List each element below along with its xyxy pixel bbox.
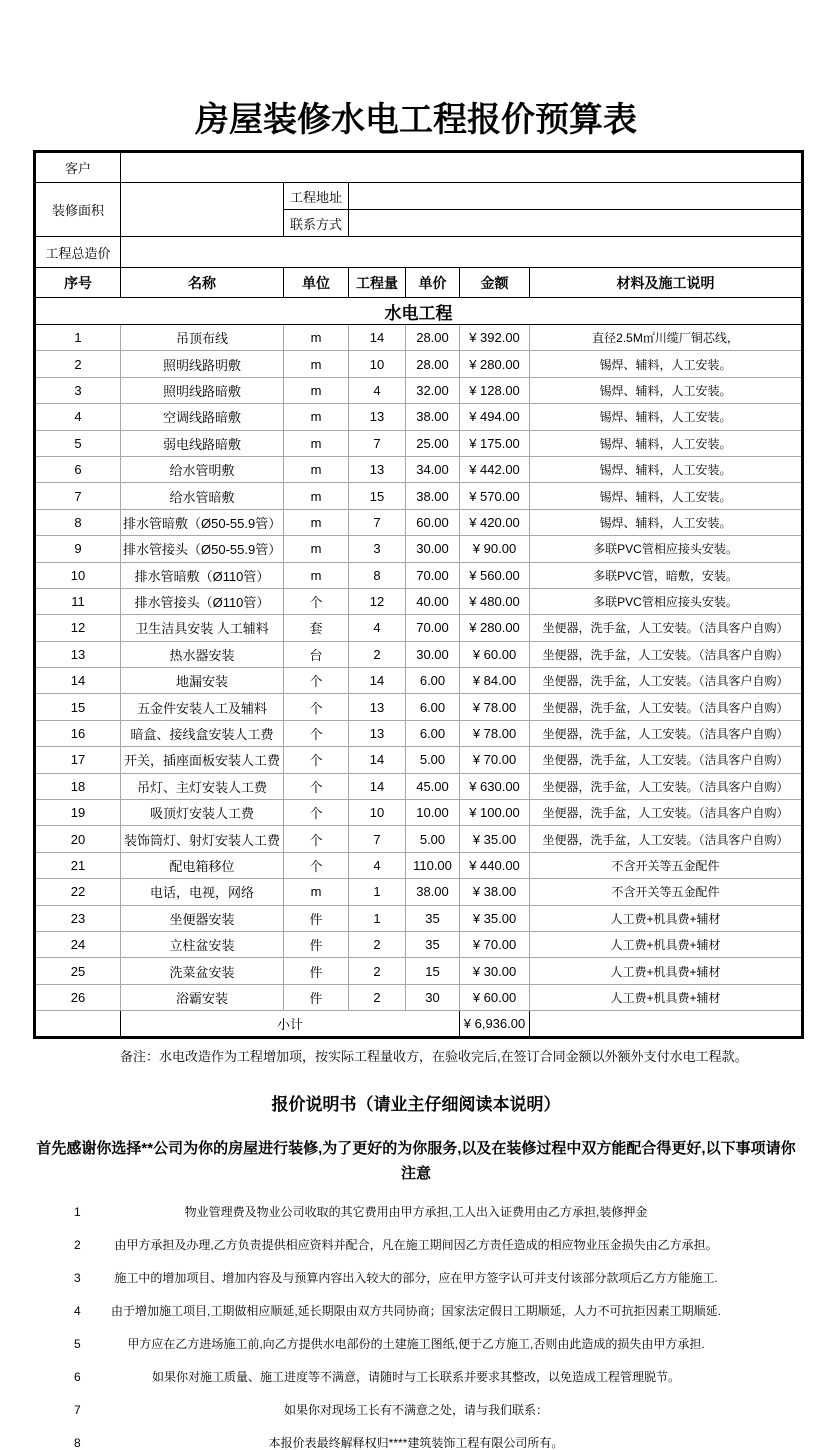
unit-price-cell: 25.00 <box>406 430 460 456</box>
amount-cell: ¥ 420.00 <box>460 509 530 535</box>
desc-cell: 不含开关等五金配件 <box>530 879 803 905</box>
amount-cell: ¥ 128.00 <box>460 377 530 403</box>
subtotal-row <box>35 1011 803 1038</box>
unit-cell: 套 <box>284 615 349 641</box>
unit-cell: 件 <box>284 931 349 957</box>
unit-price-cell: 70.00 <box>406 562 460 588</box>
table-row <box>35 694 803 720</box>
name-cell: 排水管接头（Ø50-55.9管） <box>121 536 284 562</box>
seq-cell: 7 <box>35 483 121 509</box>
name-cell: 排水管暗敷（Ø110管） <box>121 562 284 588</box>
name-cell: 浴霸安装 <box>121 984 284 1010</box>
column-header-row <box>35 268 803 298</box>
statement-item-text: 由甲方承担及办理,乙方负责提供相应资料并配合，凡在施工期间因乙方责任造成的相应物业压金损失由乙方承担。 <box>114 1238 718 1253</box>
name-cell: 照明线路明敷 <box>121 351 284 377</box>
seq-cell: 8 <box>35 509 121 535</box>
seq-cell: 23 <box>35 905 121 931</box>
subtotal-empty-desc-cell <box>530 1011 803 1038</box>
unit-price-cell: 5.00 <box>406 747 460 773</box>
desc-cell: 坐便器，洗手盆，人工安装。（洁具客户自购） <box>530 826 803 852</box>
unit-cell: m <box>284 325 349 351</box>
seq-cell: 13 <box>35 641 121 667</box>
unit-cell: 个 <box>284 694 349 720</box>
unit-cell: 件 <box>284 958 349 984</box>
col-header-amount: 金额 <box>460 268 530 298</box>
seq-cell: 18 <box>35 773 121 799</box>
desc-cell: 坐便器，洗手盆，人工安装。（洁具客户自购） <box>530 720 803 746</box>
desc-cell: 不含开关等五金配件 <box>530 852 803 878</box>
table-row <box>35 800 803 826</box>
desc-cell: 人工费+机具费+辅材 <box>530 984 803 1010</box>
table-row <box>35 905 803 931</box>
amount-cell: ¥ 60.00 <box>460 641 530 667</box>
unit-cell: m <box>284 509 349 535</box>
statement-item <box>0 1338 832 1351</box>
unit-price-cell: 35 <box>406 931 460 957</box>
name-cell: 洗菜盆安装 <box>121 958 284 984</box>
unit-price-cell: 30 <box>406 984 460 1010</box>
amount-cell: ¥ 280.00 <box>460 615 530 641</box>
name-cell: 开关，插座面板安装人工费 <box>121 747 284 773</box>
statement-item <box>0 1272 832 1285</box>
seq-cell: 19 <box>35 800 121 826</box>
statement-item-number: 2 <box>74 1238 81 1253</box>
seq-cell: 16 <box>35 720 121 746</box>
amount-cell: ¥ 392.00 <box>460 325 530 351</box>
amount-cell: ¥ 35.00 <box>460 826 530 852</box>
qty-cell: 7 <box>349 826 406 852</box>
total-price-label: 工程总造价 <box>35 237 121 268</box>
desc-cell: 多联PVC管相应接头安装。 <box>530 588 803 614</box>
amount-cell: ¥ 175.00 <box>460 430 530 456</box>
statement-item <box>0 1404 832 1417</box>
name-cell: 热水器安装 <box>121 641 284 667</box>
items-body <box>35 325 803 1011</box>
seq-cell: 4 <box>35 404 121 430</box>
table-row <box>35 456 803 482</box>
table-row <box>35 509 803 535</box>
desc-cell: 锡焊、辅料，人工安装。 <box>530 509 803 535</box>
table-row <box>35 852 803 878</box>
table-row <box>35 958 803 984</box>
unit-cell: 个 <box>284 720 349 746</box>
desc-cell: 人工费+机具费+辅材 <box>530 931 803 957</box>
qty-cell: 8 <box>349 562 406 588</box>
unit-cell: m <box>284 562 349 588</box>
qty-cell: 2 <box>349 641 406 667</box>
unit-price-cell: 5.00 <box>406 826 460 852</box>
seq-cell: 2 <box>35 351 121 377</box>
amount-cell: ¥ 70.00 <box>460 747 530 773</box>
desc-cell: 坐便器，洗手盆，人工安装。（洁具客户自购） <box>530 800 803 826</box>
seq-cell: 14 <box>35 668 121 694</box>
unit-price-cell: 40.00 <box>406 588 460 614</box>
statement-item-number: 4 <box>74 1304 81 1319</box>
unit-price-cell: 45.00 <box>406 773 460 799</box>
seq-cell: 10 <box>35 562 121 588</box>
statement-item-text: 由于增加施工项目,工期做相应顺延,延长期限由双方共同协商；国家法定假日工期顺延，人力不可抗拒因素工期顺延. <box>110 1304 721 1319</box>
qty-cell: 2 <box>349 984 406 1010</box>
qty-cell: 7 <box>349 430 406 456</box>
unit-cell: 个 <box>284 852 349 878</box>
unit-price-cell: 35 <box>406 905 460 931</box>
area-address-row <box>35 183 803 210</box>
quotation-table <box>33 150 804 1039</box>
table-row <box>35 430 803 456</box>
seq-cell: 11 <box>35 588 121 614</box>
amount-cell: ¥ 100.00 <box>460 800 530 826</box>
unit-cell: 台 <box>284 641 349 667</box>
amount-cell: ¥ 35.00 <box>460 905 530 931</box>
remark-note: 备注：水电改造作为工程增加项，按实际工程量收方，在验收完后,在签订合同金额以外额外支付水电工程款。 <box>120 1049 748 1065</box>
customer-row <box>35 152 803 183</box>
contact-label: 联系方式 <box>284 210 349 237</box>
table-row <box>35 404 803 430</box>
subtotal-empty-seq-cell <box>35 1011 121 1038</box>
qty-cell: 14 <box>349 325 406 351</box>
qty-cell: 10 <box>349 800 406 826</box>
qty-cell: 4 <box>349 615 406 641</box>
table-row <box>35 377 803 403</box>
amount-cell: ¥ 480.00 <box>460 588 530 614</box>
unit-cell: 个 <box>284 773 349 799</box>
unit-cell: m <box>284 483 349 509</box>
table-row <box>35 536 803 562</box>
unit-cell: m <box>284 879 349 905</box>
name-cell: 暗盒、接线盒安装人工费 <box>121 720 284 746</box>
amount-cell: ¥ 70.00 <box>460 931 530 957</box>
qty-cell: 2 <box>349 958 406 984</box>
unit-cell: 个 <box>284 800 349 826</box>
qty-cell: 4 <box>349 377 406 403</box>
table-row <box>35 720 803 746</box>
name-cell: 排水管接头（Ø110管） <box>121 588 284 614</box>
amount-cell: ¥ 90.00 <box>460 536 530 562</box>
desc-cell: 锡焊、辅料，人工安装。 <box>530 377 803 403</box>
qty-cell: 3 <box>349 536 406 562</box>
customer-label: 客户 <box>35 152 121 183</box>
amount-cell: ¥ 280.00 <box>460 351 530 377</box>
area-value-cell[interactable] <box>121 183 284 237</box>
statement-item <box>0 1239 832 1252</box>
unit-price-cell: 6.00 <box>406 694 460 720</box>
qty-cell: 13 <box>349 694 406 720</box>
customer-value-cell[interactable] <box>121 152 803 183</box>
unit-cell: 个 <box>284 826 349 852</box>
table-row <box>35 879 803 905</box>
statement-item-number: 5 <box>74 1337 81 1352</box>
seq-cell: 25 <box>35 958 121 984</box>
address-label: 工程地址 <box>284 183 349 210</box>
statement-item <box>0 1206 832 1219</box>
unit-price-cell: 30.00 <box>406 641 460 667</box>
unit-cell: m <box>284 430 349 456</box>
table-row <box>35 351 803 377</box>
table-row <box>35 325 803 351</box>
unit-cell: m <box>284 351 349 377</box>
amount-cell: ¥ 494.00 <box>460 404 530 430</box>
table-row <box>35 562 803 588</box>
unit-price-cell: 6.00 <box>406 720 460 746</box>
desc-cell: 多联PVC管相应接头安装。 <box>530 536 803 562</box>
statement-item-text: 如果你对施工质量、施工进度等不满意，请随时与工长联系并要求其整改，以免造成工程管理脱节。 <box>151 1370 680 1385</box>
unit-price-cell: 32.00 <box>406 377 460 403</box>
seq-cell: 9 <box>35 536 121 562</box>
unit-cell: 件 <box>284 905 349 931</box>
total-price-row <box>35 237 803 268</box>
statement-item <box>0 1305 832 1318</box>
name-cell: 电话，电视，网络 <box>121 879 284 905</box>
statement-item <box>0 1371 832 1384</box>
col-header-unit: 单位 <box>284 268 349 298</box>
unit-price-cell: 30.00 <box>406 536 460 562</box>
qty-cell: 15 <box>349 483 406 509</box>
unit-price-cell: 38.00 <box>406 483 460 509</box>
unit-cell: 个 <box>284 668 349 694</box>
table-row <box>35 668 803 694</box>
amount-cell: ¥ 38.00 <box>460 879 530 905</box>
unit-price-cell: 6.00 <box>406 668 460 694</box>
name-cell: 空调线路暗敷 <box>121 404 284 430</box>
desc-cell: 锡焊、辅料，人工安装。 <box>530 404 803 430</box>
name-cell: 五金件安装人工及辅料 <box>121 694 284 720</box>
desc-cell: 人工费+机具费+辅材 <box>530 905 803 931</box>
unit-price-cell: 38.00 <box>406 404 460 430</box>
statement-heading: 报价说明书（请业主仔细阅读本说明） <box>271 1095 561 1115</box>
name-cell: 卫生洁具安装 人工辅料 <box>121 615 284 641</box>
name-cell: 给水管明敷 <box>121 456 284 482</box>
seq-cell: 22 <box>35 879 121 905</box>
qty-cell: 14 <box>349 747 406 773</box>
unit-cell: m <box>284 404 349 430</box>
col-header-desc: 材料及施工说明 <box>530 268 803 298</box>
statement-item-number: 1 <box>74 1205 81 1220</box>
unit-price-cell: 28.00 <box>406 351 460 377</box>
unit-cell: m <box>284 536 349 562</box>
unit-price-cell: 70.00 <box>406 615 460 641</box>
unit-price-cell: 60.00 <box>406 509 460 535</box>
amount-cell: ¥ 78.00 <box>460 720 530 746</box>
statement-intro: 首先感谢你选择**公司为你的房屋进行装修,为了更好的为你服务,以及在装修过程中双方能配合得更好,以下事项请你注意 <box>36 1140 796 1183</box>
seq-cell: 17 <box>35 747 121 773</box>
seq-cell: 21 <box>35 852 121 878</box>
name-cell: 坐便器安装 <box>121 905 284 931</box>
col-header-qty: 工程量 <box>349 268 406 298</box>
qty-cell: 1 <box>349 905 406 931</box>
area-label: 装修面积 <box>35 183 121 237</box>
contact-value-cell[interactable] <box>349 210 803 237</box>
statement-item <box>0 1437 832 1450</box>
statement-items <box>0 1206 832 1450</box>
table-row <box>35 984 803 1010</box>
amount-cell: ¥ 60.00 <box>460 984 530 1010</box>
desc-cell: 坐便器，洗手盆，人工安装。（洁具客户自购） <box>530 615 803 641</box>
seq-cell: 15 <box>35 694 121 720</box>
desc-cell: 人工费+机具费+辅材 <box>530 958 803 984</box>
seq-cell: 12 <box>35 615 121 641</box>
qty-cell: 7 <box>349 509 406 535</box>
qty-cell: 10 <box>349 351 406 377</box>
unit-cell: m <box>284 377 349 403</box>
qty-cell: 4 <box>349 852 406 878</box>
unit-cell: m <box>284 456 349 482</box>
desc-cell: 坐便器，洗手盆，人工安装。（洁具客户自购） <box>530 747 803 773</box>
name-cell: 立柱盆安装 <box>121 931 284 957</box>
desc-cell: 直径2.5M㎡川缆厂铜芯线， <box>530 325 803 351</box>
name-cell: 弱电线路暗敷 <box>121 430 284 456</box>
statement-item-text: 如果你对现场工长有不满意之处，请与我们联系： <box>283 1403 548 1418</box>
table-row <box>35 588 803 614</box>
seq-cell: 20 <box>35 826 121 852</box>
name-cell: 吊顶布线 <box>121 325 284 351</box>
seq-cell: 24 <box>35 931 121 957</box>
unit-cell: 个 <box>284 747 349 773</box>
seq-cell: 1 <box>35 325 121 351</box>
name-cell: 照明线路暗敷 <box>121 377 284 403</box>
table-row <box>35 615 803 641</box>
seq-cell: 26 <box>35 984 121 1010</box>
total-price-value-cell[interactable] <box>121 237 803 268</box>
table-row <box>35 483 803 509</box>
col-header-seq: 序号 <box>35 268 121 298</box>
subtotal-amount: ¥ 6,936.00 <box>460 1011 530 1038</box>
amount-cell: ¥ 84.00 <box>460 668 530 694</box>
name-cell: 吊灯、主灯安装人工费 <box>121 773 284 799</box>
unit-price-cell: 110.00 <box>406 852 460 878</box>
qty-cell: 14 <box>349 773 406 799</box>
desc-cell: 坐便器，洗手盆，人工安装。（洁具客户自购） <box>530 641 803 667</box>
table-row <box>35 931 803 957</box>
statement-item-number: 7 <box>74 1403 81 1418</box>
qty-cell: 1 <box>349 879 406 905</box>
address-value-cell[interactable] <box>349 183 803 210</box>
desc-cell: 坐便器，洗手盆，人工安装。（洁具客户自购） <box>530 668 803 694</box>
qty-cell: 12 <box>349 588 406 614</box>
desc-cell: 锡焊、辅料，人工安装。 <box>530 351 803 377</box>
statement-item-text: 甲方应在乙方进场施工前,向乙方提供水电部份的土建施工图纸,便于乙方施工,否则由此造成的损失由甲方承担. <box>127 1337 705 1352</box>
name-cell: 给水管暗敷 <box>121 483 284 509</box>
amount-cell: ¥ 442.00 <box>460 456 530 482</box>
unit-price-cell: 34.00 <box>406 456 460 482</box>
unit-cell: 件 <box>284 984 349 1010</box>
name-cell: 吸顶灯安装人工费 <box>121 800 284 826</box>
amount-cell: ¥ 78.00 <box>460 694 530 720</box>
name-cell: 排水管暗敷（Ø50-55.9管） <box>121 509 284 535</box>
qty-cell: 14 <box>349 668 406 694</box>
desc-cell: 锡焊、辅料，人工安装。 <box>530 483 803 509</box>
table-row <box>35 641 803 667</box>
statement-item-text: 施工中的增加项目、增加内容及与预算内容出入较大的部分，应在甲方签字认可并支付该部分款项后乙方方能施工. <box>114 1271 718 1286</box>
statement-item-number: 8 <box>74 1436 81 1450</box>
unit-price-cell: 10.00 <box>406 800 460 826</box>
subtotal-label: 小计 <box>121 1011 460 1038</box>
desc-cell: 锡焊、辅料，人工安装。 <box>530 430 803 456</box>
qty-cell: 13 <box>349 404 406 430</box>
section-header-row <box>35 298 803 325</box>
page-title: 房屋装修水电工程报价预算表 <box>195 102 637 139</box>
amount-cell: ¥ 440.00 <box>460 852 530 878</box>
unit-price-cell: 15 <box>406 958 460 984</box>
section-title: 水电工程 <box>35 298 803 325</box>
seq-cell: 3 <box>35 377 121 403</box>
col-header-name: 名称 <box>121 268 284 298</box>
statement-item-text: 物业管理费及物业公司收取的其它费用由甲方承担,工人出入证费用由乙方承担,装修押金 <box>184 1205 648 1220</box>
table-row <box>35 773 803 799</box>
amount-cell: ¥ 570.00 <box>460 483 530 509</box>
seq-cell: 5 <box>35 430 121 456</box>
desc-cell: 锡焊、辅料，人工安装。 <box>530 456 803 482</box>
unit-price-cell: 28.00 <box>406 325 460 351</box>
statement-item-text: 本报价表最终解释权归****建筑装饰工程有限公司所有。 <box>268 1436 564 1450</box>
desc-cell: 多联PVC管，暗敷，安装。 <box>530 562 803 588</box>
desc-cell: 坐便器，洗手盆，人工安装。（洁具客户自购） <box>530 694 803 720</box>
name-cell: 配电箱移位 <box>121 852 284 878</box>
seq-cell: 6 <box>35 456 121 482</box>
table-row <box>35 826 803 852</box>
desc-cell: 坐便器，洗手盆，人工安装。（洁具客户自购） <box>530 773 803 799</box>
col-header-unit-price: 单价 <box>406 268 460 298</box>
amount-cell: ¥ 30.00 <box>460 958 530 984</box>
qty-cell: 13 <box>349 720 406 746</box>
amount-cell: ¥ 560.00 <box>460 562 530 588</box>
qty-cell: 2 <box>349 931 406 957</box>
qty-cell: 13 <box>349 456 406 482</box>
unit-price-cell: 38.00 <box>406 879 460 905</box>
unit-cell: 个 <box>284 588 349 614</box>
name-cell: 装饰筒灯、射灯安装人工费 <box>121 826 284 852</box>
name-cell: 地漏安装 <box>121 668 284 694</box>
table-row <box>35 747 803 773</box>
statement-item-number: 3 <box>74 1271 81 1286</box>
statement-item-number: 6 <box>74 1370 81 1385</box>
amount-cell: ¥ 630.00 <box>460 773 530 799</box>
